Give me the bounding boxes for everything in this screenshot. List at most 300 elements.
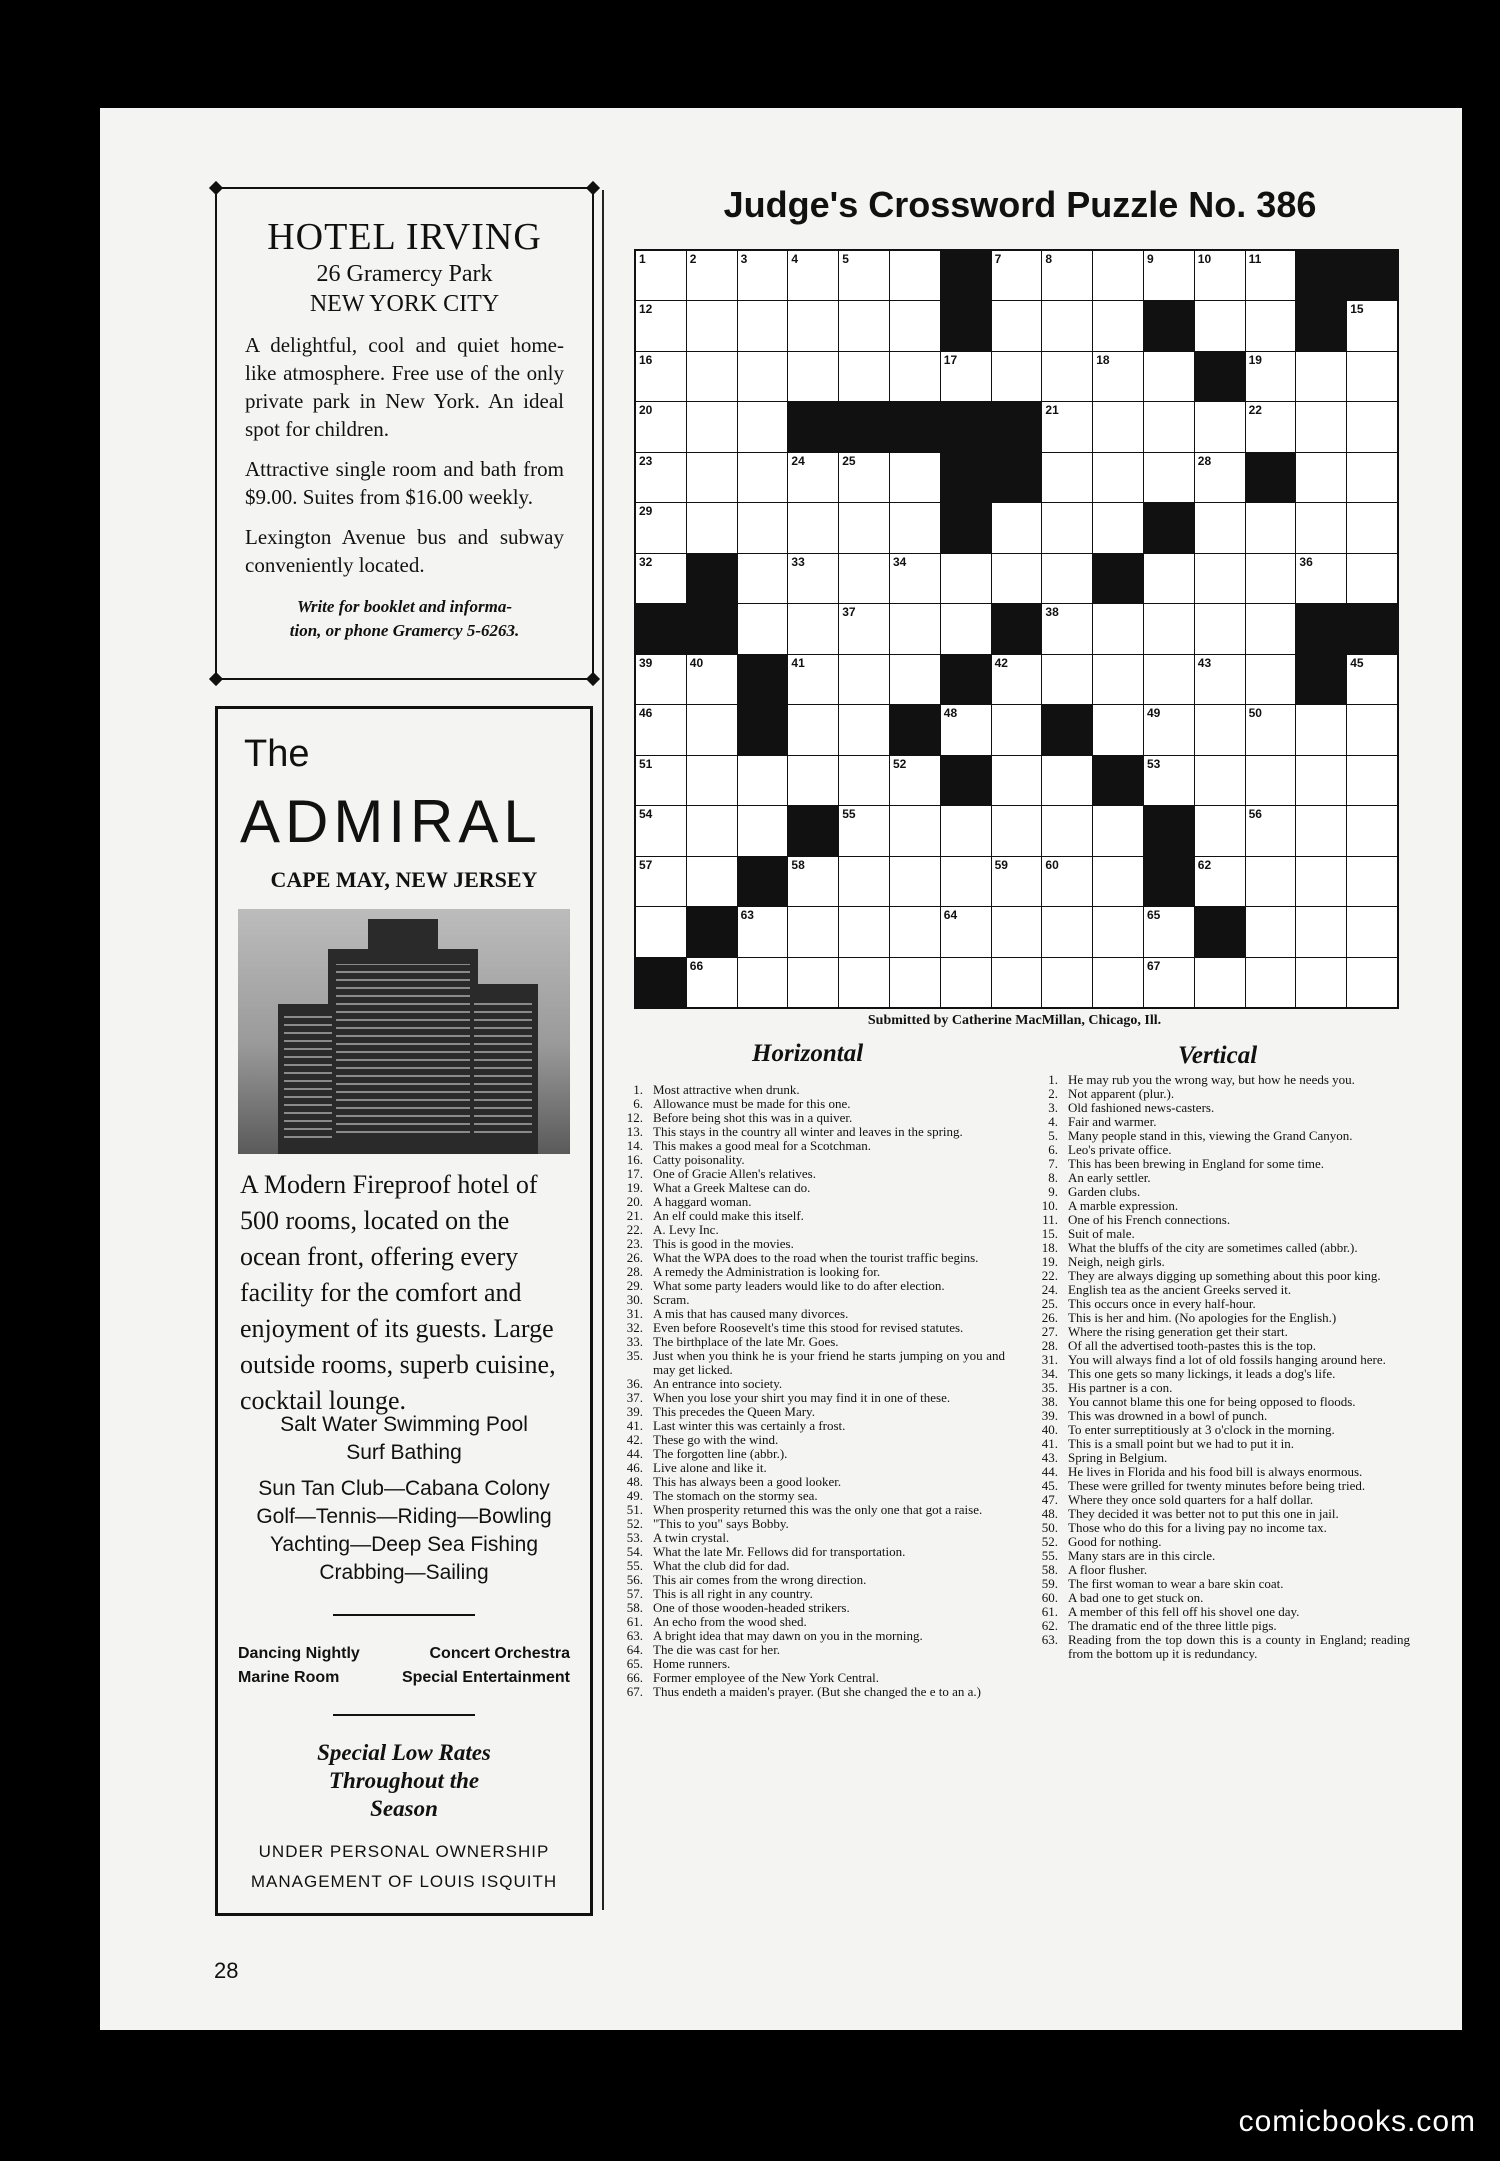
grid-black-square	[941, 301, 991, 350]
clue-text: Reading from the top down this is a county in England; reading from the bottom up it is redundancy.	[1068, 1632, 1410, 1661]
grid-cell[interactable]	[941, 554, 991, 603]
grid-cell[interactable]	[1296, 554, 1346, 603]
grid-cell[interactable]	[1195, 655, 1245, 704]
hotel-irving-ad	[215, 187, 594, 680]
grid-cell[interactable]	[1093, 806, 1143, 855]
grid-cell[interactable]	[636, 857, 686, 906]
admiral-extras-row2	[238, 1669, 570, 1687]
grid-cell[interactable]	[788, 352, 838, 401]
clue-text: Catty poisonality.	[653, 1152, 745, 1167]
grid-cell[interactable]	[788, 857, 838, 906]
grid-cell[interactable]	[687, 402, 737, 451]
grid-cell[interactable]	[890, 554, 940, 603]
grid-cell[interactable]	[839, 352, 889, 401]
grid-cell[interactable]	[1195, 958, 1245, 1007]
clue-text: What some party leaders would like to do after election.	[653, 1278, 945, 1293]
clue-text: What a Greek Maltese can do.	[653, 1180, 811, 1195]
grid-cell[interactable]	[839, 705, 889, 754]
grid-cell[interactable]	[890, 301, 940, 350]
grid-cell[interactable]	[687, 806, 737, 855]
clue-number: 61.	[1041, 1604, 1058, 1619]
grid-cell[interactable]	[1347, 705, 1397, 754]
grid-cell[interactable]	[839, 806, 889, 855]
clue-number: 37.	[626, 1390, 643, 1405]
special-line: Special Low Rates	[317, 1740, 491, 1765]
grid-cell[interactable]	[738, 402, 788, 451]
grid-cell[interactable]	[1246, 705, 1296, 754]
vertical-clue	[1030, 1171, 1410, 1185]
amenity-item: Salt Water Swimming Pool	[280, 1413, 528, 1436]
clue-number: 23.	[626, 1236, 643, 1251]
grid-cell[interactable]	[1144, 402, 1194, 451]
grid-cell[interactable]	[738, 554, 788, 603]
grid-cell[interactable]	[839, 756, 889, 805]
grid-cell[interactable]	[738, 352, 788, 401]
clue-number: 35.	[626, 1348, 643, 1363]
grid-cell[interactable]	[1093, 958, 1143, 1007]
clue-text: A member of this fell off his shovel one day.	[1068, 1604, 1300, 1619]
grid-cell[interactable]	[1246, 806, 1296, 855]
grid-cell[interactable]	[1246, 655, 1296, 704]
grid-cell[interactable]	[890, 958, 940, 1007]
grid-cell[interactable]	[1296, 756, 1346, 805]
grid-cell[interactable]	[738, 251, 788, 300]
cell-number: 66	[689, 958, 704, 973]
grid-cell[interactable]	[1042, 655, 1092, 704]
grid-cell[interactable]	[1347, 503, 1397, 552]
grid-cell[interactable]	[839, 857, 889, 906]
grid-cell[interactable]	[890, 806, 940, 855]
clue-text: When you lose your shirt you may find it in one of these.	[653, 1390, 951, 1405]
grid-cell[interactable]	[788, 958, 838, 1007]
cell-number: 39	[639, 655, 653, 670]
clue-number: 39.	[1041, 1408, 1058, 1423]
grid-cell[interactable]	[1296, 857, 1346, 906]
grid-cell[interactable]	[890, 503, 940, 552]
grid-cell[interactable]	[1296, 958, 1346, 1007]
grid-cell[interactable]	[890, 352, 940, 401]
grid-cell[interactable]	[738, 301, 788, 350]
grid-cell[interactable]	[890, 756, 940, 805]
clue-text: An echo from the wood shed.	[653, 1614, 807, 1629]
horizontal-clue	[615, 1531, 1005, 1545]
grid-cell[interactable]	[788, 453, 838, 502]
grid-cell[interactable]	[636, 907, 686, 956]
clue-number: 53.	[626, 1530, 643, 1545]
grid-cell[interactable]	[687, 301, 737, 350]
clue-text: This occurs once in every half-hour.	[1068, 1296, 1256, 1311]
cell-number: 59	[994, 857, 1008, 872]
vertical-clue	[1030, 1619, 1410, 1633]
cell-number: 56	[1248, 807, 1262, 822]
horizontal-clue	[615, 1475, 1005, 1489]
clue-text: The dramatic end of the three little pigs.	[1068, 1618, 1277, 1633]
grid-cell[interactable]	[738, 453, 788, 502]
admiral-ownership	[218, 1837, 590, 1897]
grid-cell[interactable]	[738, 907, 788, 956]
grid-cell[interactable]	[636, 756, 686, 805]
grid-cell[interactable]	[839, 907, 889, 956]
grid-cell[interactable]	[1144, 453, 1194, 502]
grid-cell[interactable]	[1347, 301, 1397, 350]
grid-cell[interactable]	[1246, 907, 1296, 956]
grid-cell[interactable]	[941, 907, 991, 956]
cell-number: 1	[639, 252, 646, 266]
grid-cell[interactable]	[687, 251, 737, 300]
grid-cell[interactable]	[1093, 301, 1143, 350]
vertical-clue	[1030, 1633, 1410, 1661]
grid-cell[interactable]	[992, 958, 1042, 1007]
clue-text: Those who do this for a living pay no income tax.	[1068, 1520, 1327, 1535]
amenity-item: Surf Bathing	[346, 1441, 462, 1464]
grid-cell[interactable]	[687, 352, 737, 401]
grid-cell[interactable]	[1296, 907, 1346, 956]
grid-black-square	[941, 655, 991, 704]
grid-cell[interactable]	[992, 756, 1042, 805]
grid-cell[interactable]	[1347, 806, 1397, 855]
grid-cell[interactable]	[1093, 604, 1143, 653]
grid-cell[interactable]	[1144, 705, 1194, 754]
grid-cell[interactable]	[1144, 604, 1194, 653]
vertical-clue	[1030, 1521, 1410, 1535]
admiral-special-rates	[218, 1739, 590, 1823]
vertical-clue	[1030, 1563, 1410, 1577]
clue-number: 56.	[626, 1572, 643, 1587]
grid-cell[interactable]	[1144, 655, 1194, 704]
clue-number: 21.	[626, 1208, 643, 1223]
grid-cell[interactable]	[1093, 705, 1143, 754]
grid-cell[interactable]	[1093, 251, 1143, 300]
grid-cell[interactable]	[687, 503, 737, 552]
grid-cell[interactable]	[1195, 503, 1245, 552]
grid-cell[interactable]	[1093, 453, 1143, 502]
clue-text: They decided it was better not to put this one in jail.	[1068, 1506, 1339, 1521]
grid-cell[interactable]	[1042, 857, 1092, 906]
cell-number: 50	[1248, 706, 1262, 721]
grid-cell[interactable]	[941, 352, 991, 401]
grid-cell[interactable]	[839, 251, 889, 300]
grid-cell[interactable]	[1093, 857, 1143, 906]
grid-cell[interactable]	[788, 301, 838, 350]
grid-cell[interactable]	[1093, 907, 1143, 956]
owner-line: UNDER PERSONAL OWNERSHIP	[258, 1842, 550, 1861]
grid-cell[interactable]	[1093, 402, 1143, 451]
clue-text: The first woman to wear a bare skin coat.	[1068, 1576, 1284, 1591]
clue-text: Not apparent (plur.).	[1068, 1086, 1175, 1101]
grid-cell[interactable]	[1246, 604, 1296, 653]
clue-number: 22.	[626, 1222, 643, 1237]
grid-cell[interactable]	[992, 503, 1042, 552]
grid-cell[interactable]	[1144, 756, 1194, 805]
grid-cell[interactable]	[1144, 958, 1194, 1007]
grid-cell[interactable]	[1144, 352, 1194, 401]
cell-number: 63	[740, 908, 754, 923]
grid-cell[interactable]	[992, 352, 1042, 401]
grid-cell[interactable]	[941, 604, 991, 653]
grid-cell[interactable]	[687, 756, 737, 805]
grid-cell[interactable]	[839, 301, 889, 350]
vertical-clue	[1030, 1409, 1410, 1423]
vertical-clues	[1030, 1073, 1410, 1661]
grid-cell[interactable]	[687, 655, 737, 704]
grid-cell[interactable]	[1347, 857, 1397, 906]
grid-cell[interactable]	[687, 705, 737, 754]
grid-cell[interactable]	[839, 604, 889, 653]
cell-number: 65	[1146, 908, 1161, 923]
grid-cell[interactable]	[839, 958, 889, 1007]
grid-cell[interactable]	[1093, 503, 1143, 552]
cell-number: 7	[994, 252, 1002, 266]
hotel-irving-address1: 26 Gramercy Park	[316, 261, 493, 287]
vertical-clue	[1030, 1465, 1410, 1479]
grid-cell[interactable]	[992, 857, 1042, 906]
vertical-clue	[1030, 1507, 1410, 1521]
grid-cell[interactable]	[636, 301, 686, 350]
clue-number: 40.	[1041, 1422, 1058, 1437]
grid-cell[interactable]	[839, 554, 889, 603]
grid-cell[interactable]	[992, 251, 1042, 300]
admiral-ad	[215, 706, 593, 1916]
grid-cell[interactable]	[1042, 301, 1092, 350]
grid-cell[interactable]	[1296, 352, 1346, 401]
grid-cell[interactable]	[1246, 756, 1296, 805]
grid-cell[interactable]	[636, 503, 686, 552]
grid-cell[interactable]	[788, 554, 838, 603]
cell-number: 22	[1248, 403, 1262, 418]
clue-text: What the bluffs of the city are sometimes called (abbr.).	[1068, 1240, 1358, 1255]
grid-cell[interactable]	[992, 705, 1042, 754]
grid-black-square	[1296, 655, 1346, 704]
cell-number: 21	[1045, 403, 1059, 418]
grid-cell[interactable]	[1144, 251, 1194, 300]
grid-cell[interactable]	[1042, 554, 1092, 603]
grid-cell[interactable]	[1093, 352, 1143, 401]
clue-text: Leo's private office.	[1068, 1142, 1172, 1157]
grid-cell[interactable]	[1195, 857, 1245, 906]
grid-cell[interactable]	[636, 554, 686, 603]
grid-cell[interactable]	[636, 402, 686, 451]
clue-number: 58.	[626, 1600, 643, 1615]
grid-cell[interactable]	[1347, 402, 1397, 451]
grid-cell[interactable]	[839, 503, 889, 552]
grid-cell[interactable]	[788, 705, 838, 754]
cell-number: 24	[791, 453, 805, 468]
clue-number: 8.	[1048, 1170, 1058, 1185]
grid-cell[interactable]	[992, 554, 1042, 603]
page-number: 28	[214, 1958, 239, 1983]
grid-cell[interactable]	[738, 604, 788, 653]
grid-cell[interactable]	[1246, 301, 1296, 350]
cell-number: 4	[791, 252, 799, 266]
grid-cell[interactable]	[1347, 655, 1397, 704]
grid-cell[interactable]	[1347, 453, 1397, 502]
clue-number: 18.	[1041, 1240, 1058, 1255]
grid-cell[interactable]	[636, 705, 686, 754]
horizontal-clue	[615, 1223, 1005, 1237]
grid-cell[interactable]	[1246, 503, 1296, 552]
grid-cell[interactable]	[1347, 554, 1397, 603]
clue-number: 44.	[1041, 1464, 1058, 1479]
grid-cell[interactable]	[1246, 402, 1296, 451]
grid-black-square	[1195, 907, 1245, 956]
clue-number: 19.	[626, 1180, 643, 1195]
grid-cell[interactable]	[1347, 352, 1397, 401]
cell-number: 46	[639, 706, 653, 721]
grid-cell[interactable]	[1347, 907, 1397, 956]
clue-text: Many people stand in this, viewing the Grand Canyon.	[1068, 1128, 1353, 1143]
clue-number: 59.	[1041, 1576, 1058, 1591]
grid-cell[interactable]	[788, 907, 838, 956]
grid-cell[interactable]	[890, 655, 940, 704]
grid-cell[interactable]	[1195, 453, 1245, 502]
grid-cell[interactable]	[1195, 604, 1245, 653]
grid-cell[interactable]	[738, 958, 788, 1007]
cell-number: 3	[740, 252, 748, 266]
clue-text: These go with the wind.	[653, 1432, 779, 1447]
grid-cell[interactable]	[890, 453, 940, 502]
grid-cell[interactable]	[839, 453, 889, 502]
horizontal-clue	[615, 1461, 1005, 1475]
special-line: Throughout the	[328, 1768, 480, 1793]
grid-cell[interactable]	[1144, 907, 1194, 956]
grid-cell[interactable]	[738, 806, 788, 855]
grid-cell[interactable]	[1195, 251, 1245, 300]
grid-cell[interactable]	[1042, 503, 1092, 552]
grid-cell[interactable]	[839, 655, 889, 704]
grid-cell[interactable]	[1042, 251, 1092, 300]
hotel-irving-name: HOTEL IRVING	[267, 216, 542, 258]
vertical-clue	[1030, 1591, 1410, 1605]
clue-number: 6.	[1048, 1142, 1058, 1157]
cell-number: 55	[842, 807, 856, 822]
grid-cell[interactable]	[1296, 453, 1346, 502]
grid-cell[interactable]	[890, 604, 940, 653]
grid-cell[interactable]	[1195, 402, 1245, 451]
grid-cell[interactable]	[890, 857, 940, 906]
grid-cell[interactable]	[1246, 958, 1296, 1007]
grid-cell[interactable]	[1042, 604, 1092, 653]
grid-black-square	[1144, 503, 1194, 552]
grid-cell[interactable]	[1296, 402, 1346, 451]
grid-cell[interactable]	[1195, 301, 1245, 350]
grid-cell[interactable]	[1246, 352, 1296, 401]
clue-text: His partner is a con.	[1068, 1380, 1173, 1395]
grid-cell[interactable]	[636, 806, 686, 855]
clue-number: 11.	[1042, 1212, 1058, 1227]
grid-black-square	[636, 958, 686, 1007]
grid-cell[interactable]	[788, 756, 838, 805]
grid-cell[interactable]	[687, 453, 737, 502]
grid-cell[interactable]	[1042, 958, 1092, 1007]
grid-cell[interactable]	[788, 251, 838, 300]
grid-cell[interactable]	[1296, 806, 1346, 855]
grid-cell[interactable]	[992, 655, 1042, 704]
vertical-clue	[1030, 1297, 1410, 1311]
grid-cell[interactable]	[941, 806, 991, 855]
grid-cell[interactable]	[1347, 958, 1397, 1007]
grid-cell[interactable]	[687, 857, 737, 906]
grid-cell[interactable]	[1195, 705, 1245, 754]
grid-cell[interactable]	[1195, 756, 1245, 805]
grid-cell[interactable]	[941, 705, 991, 754]
grid-cell[interactable]	[738, 756, 788, 805]
grid-cell[interactable]	[992, 907, 1042, 956]
clue-number: 63.	[626, 1628, 643, 1643]
grid-cell[interactable]	[788, 503, 838, 552]
grid-cell[interactable]	[788, 655, 838, 704]
grid-cell[interactable]	[992, 806, 1042, 855]
clue-text: Good for nothing.	[1068, 1534, 1162, 1549]
clue-number: 41.	[1041, 1436, 1058, 1451]
grid-cell[interactable]	[788, 604, 838, 653]
grid-cell[interactable]	[1042, 352, 1092, 401]
grid-cell[interactable]	[1195, 806, 1245, 855]
clue-number: 62.	[1041, 1618, 1058, 1633]
cell-number: 8	[1045, 252, 1053, 266]
vertical-clue	[1030, 1115, 1410, 1129]
grid-black-square	[636, 604, 686, 653]
grid-cell[interactable]	[1042, 402, 1092, 451]
grid-cell[interactable]	[1296, 705, 1346, 754]
grid-cell[interactable]	[1144, 554, 1194, 603]
horizontal-clue	[615, 1237, 1005, 1251]
clue-number: 32.	[626, 1320, 643, 1335]
hotel-irving-para3: Lexington Avenue bus and subway conveniently located.	[245, 525, 564, 577]
grid-cell[interactable]	[890, 907, 940, 956]
horizontal-clue	[615, 1321, 1005, 1335]
grid-cell[interactable]	[992, 301, 1042, 350]
grid-cell[interactable]	[1042, 453, 1092, 502]
grid-cell[interactable]	[738, 503, 788, 552]
grid-cell[interactable]	[1042, 756, 1092, 805]
cell-number: 33	[791, 554, 805, 569]
grid-cell[interactable]	[636, 453, 686, 502]
grid-cell[interactable]	[636, 655, 686, 704]
clue-text: What the late Mr. Fellows did for transportation.	[653, 1544, 906, 1559]
clue-text: Most attractive when drunk.	[653, 1082, 800, 1097]
grid-cell[interactable]	[1042, 907, 1092, 956]
horizontal-clue	[615, 1251, 1005, 1265]
clue-number: 24.	[1041, 1282, 1058, 1297]
grid-cell[interactable]	[1246, 251, 1296, 300]
grid-cell[interactable]	[636, 352, 686, 401]
grid-cell[interactable]	[1296, 503, 1346, 552]
grid-cell[interactable]	[1042, 806, 1092, 855]
horizontal-clue	[615, 1559, 1005, 1573]
vertical-clue	[1030, 1577, 1410, 1591]
vertical-clue	[1030, 1437, 1410, 1451]
grid-cell[interactable]	[890, 251, 940, 300]
grid-black-square	[1195, 352, 1245, 401]
clue-text: "This to you" says Bobby.	[653, 1516, 789, 1531]
grid-cell[interactable]	[1093, 655, 1143, 704]
clue-number: 20.	[626, 1194, 643, 1209]
clue-number: 6.	[633, 1096, 643, 1111]
grid-cell[interactable]	[636, 251, 686, 300]
hotel-irving-cta	[217, 595, 592, 643]
vertical-clue	[1030, 1143, 1410, 1157]
grid-cell[interactable]	[1195, 554, 1245, 603]
clue-number: 43.	[1041, 1450, 1058, 1465]
grid-cell[interactable]	[941, 857, 991, 906]
clue-text: This is all right in any country.	[653, 1586, 813, 1601]
grid-cell[interactable]	[1347, 756, 1397, 805]
cell-number: 43	[1197, 655, 1212, 670]
grid-cell[interactable]	[1246, 554, 1296, 603]
grid-cell[interactable]	[941, 958, 991, 1007]
grid-cell[interactable]	[1246, 857, 1296, 906]
grid-cell[interactable]	[687, 958, 737, 1007]
